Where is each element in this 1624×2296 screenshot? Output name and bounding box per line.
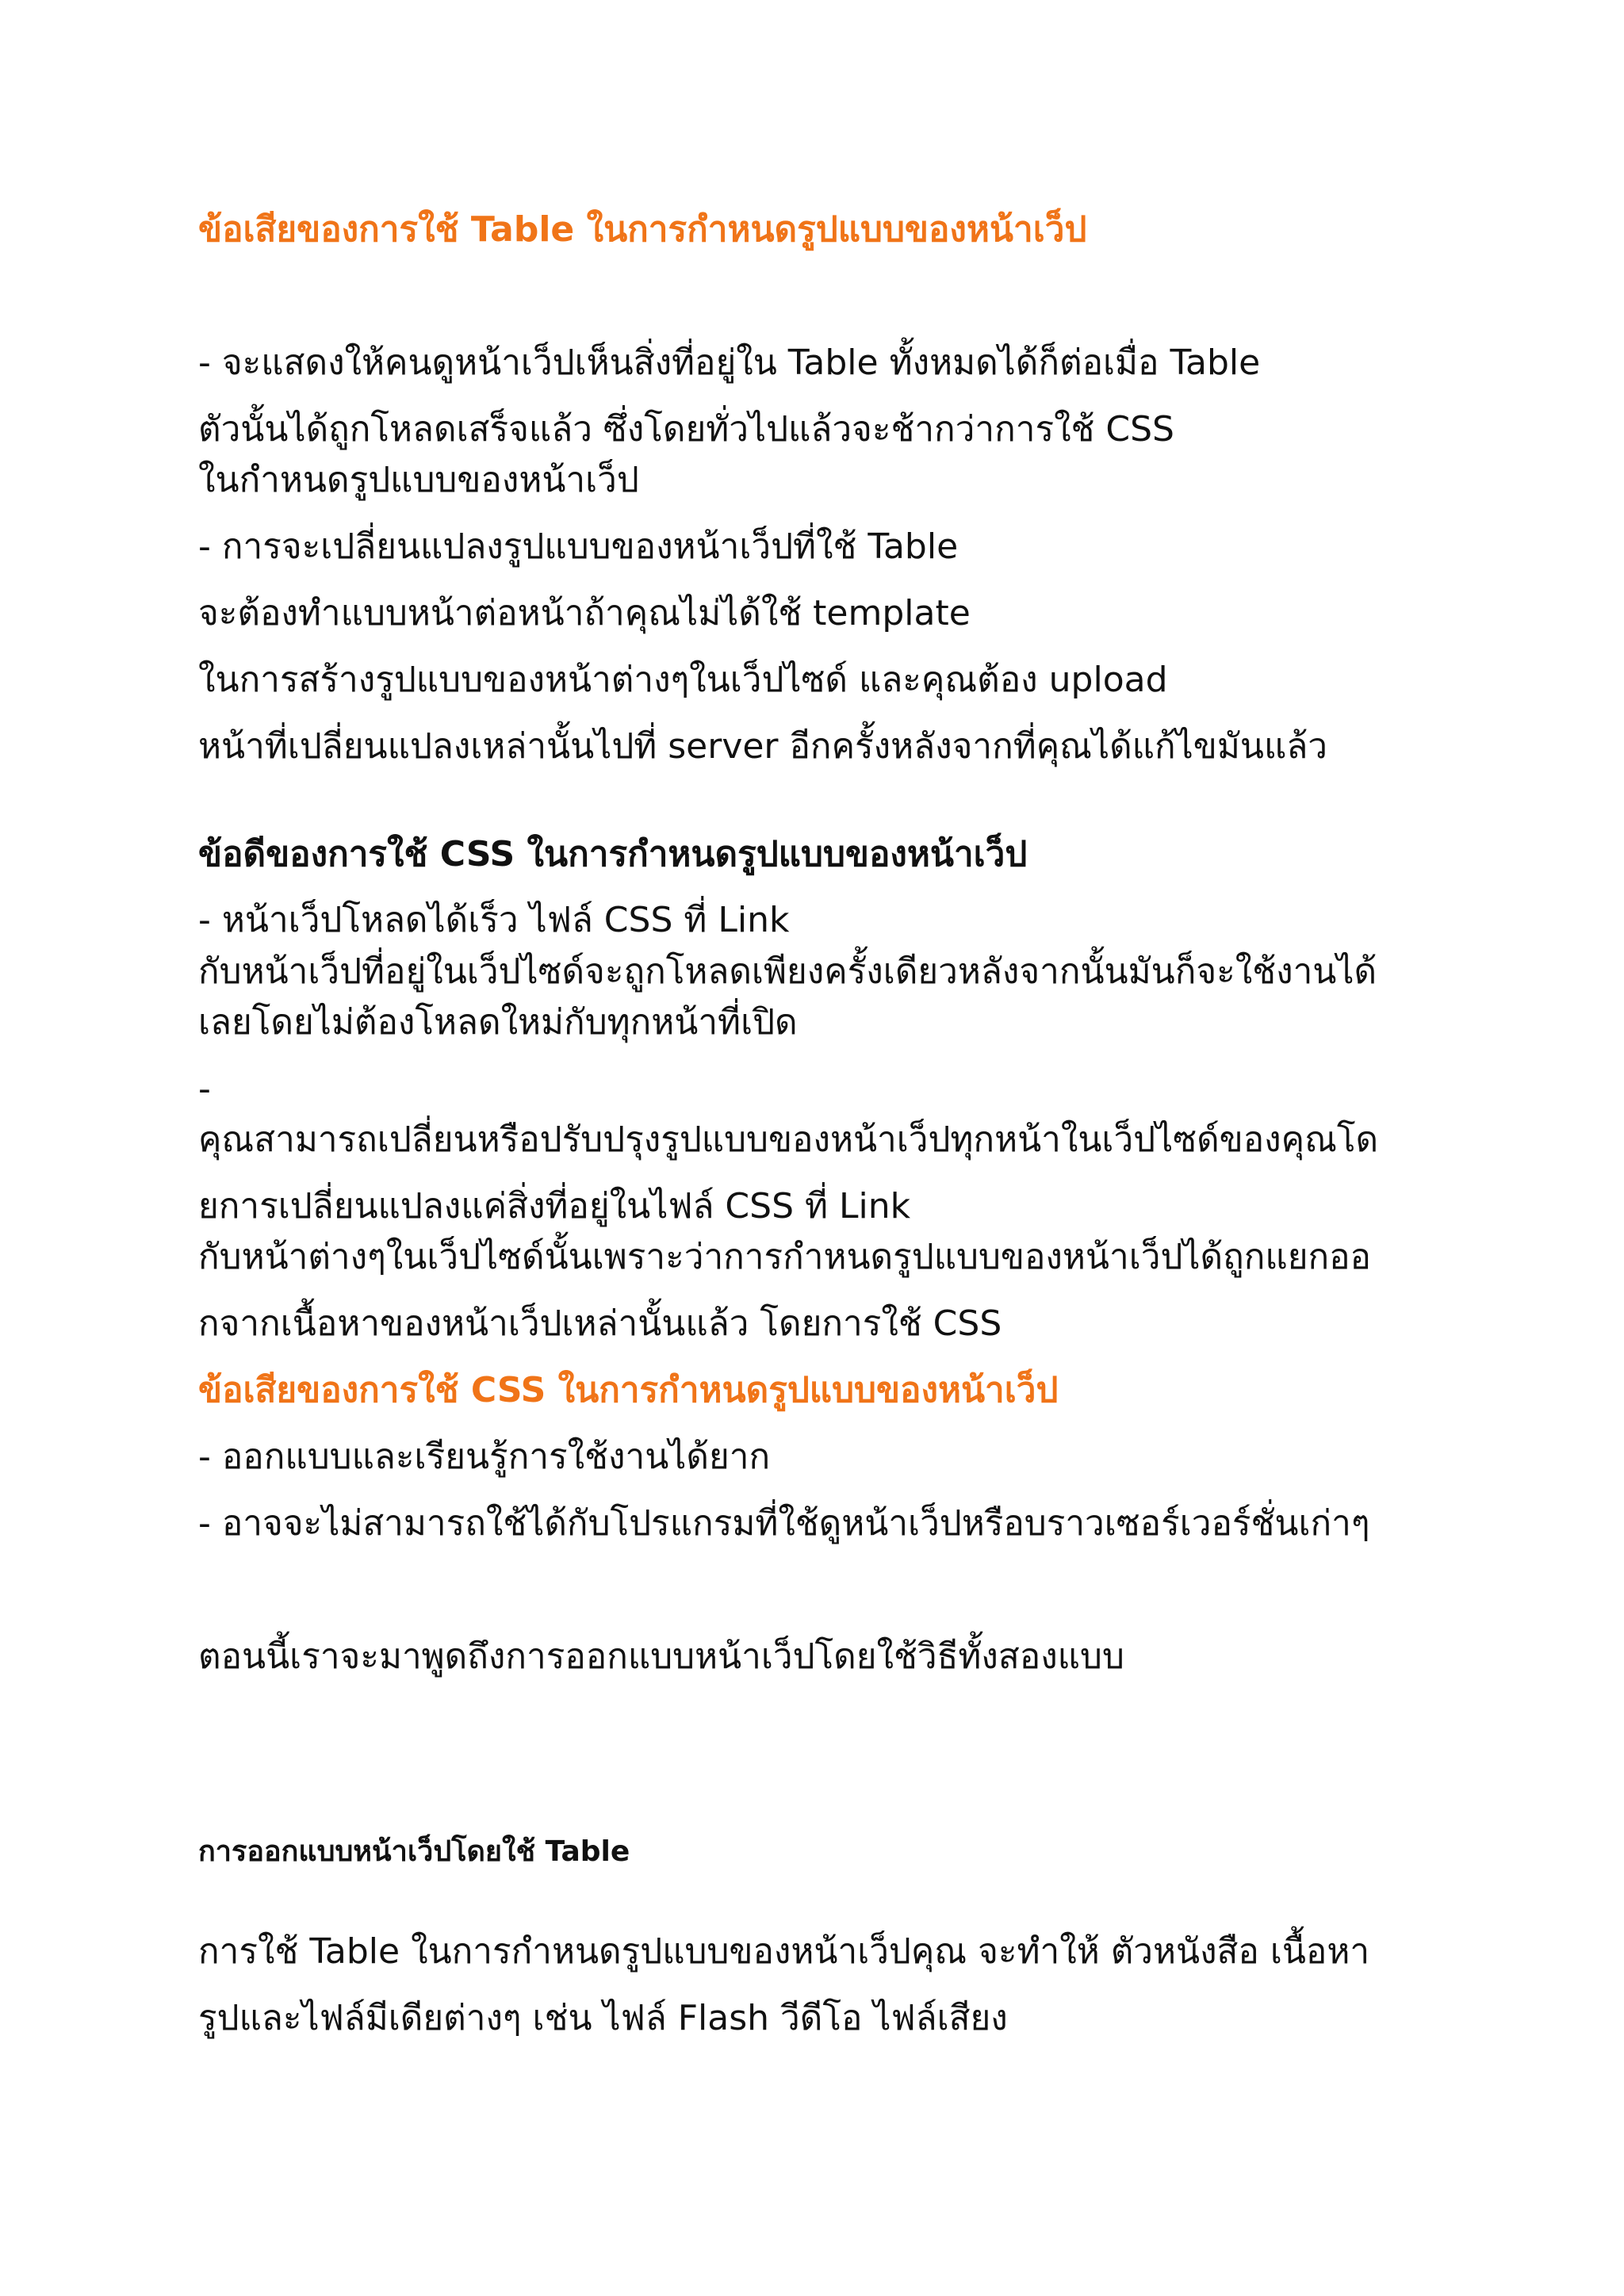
- intro-paragraph: ตอนนี้เราจะมาพูดถึงการออกแบบหน้าเว็ปโดยใช้วิธีทั้งสองแบบ: [198, 1636, 1124, 1677]
- table-cons-line: ในกำหนดรูปแบบของหน้าเว็ป: [198, 460, 639, 500]
- table-cons-line: หน้าที่เปลี่ยนแปลงเหล่านั้นไปที่ server อีกครั้งหลังจากที่คุณได้แก้ไขมันแล้ว: [198, 726, 1327, 767]
- css-pros-line: กับหน้าเว็ปที่อยู่ในเว็ปไซด์จะถูกโหลดเพียงครั้งเดียวหลังจากนั้นมันก็จะใช้งานได้: [198, 951, 1377, 992]
- heading-table-cons: ข้อเสียของการใช้ Table ในการกำหนดรูปแบบของหน้าเว็ป: [198, 209, 1087, 250]
- css-pros-line: เลยโดยไม่ต้องโหลดใหม่กับทุกหน้าที่เปิด: [198, 1002, 798, 1043]
- css-pros-line: ยการเปลี่ยนแปลงแค่สิ่งที่อยู่ในไฟล์ CSS ที่ Link: [198, 1186, 911, 1226]
- css-cons-line: - อาจจะไม่สามารถใช้ได้กับโปรแกรมที่ใช้ดูหน้าเว็ปหรือบราวเซอร์เวอร์ชั่นเก่าๆ: [198, 1503, 1370, 1544]
- heading-css-cons: ข้อเสียของการใช้ CSS ในการกำหนดรูปแบบของหน้าเว็ป: [198, 1370, 1059, 1410]
- table-cons-line: - จะแสดงให้คนดูหน้าเว็ปเห็นสิ่งที่อยู่ใน Table ทั้งหมดได้ก็ต่อเมื่อ Table: [198, 342, 1261, 383]
- table-cons-line: ในการสร้างรูปแบบของหน้าต่างๆในเว็ปไซด์ และคุณต้อง upload: [198, 660, 1168, 700]
- css-pros-line: คุณสามารถเปลี่ยนหรือปรับปรุงรูปแบบของหน้าเว็ปทุกหน้าในเว็ปไซด์ของคุณโด: [198, 1119, 1379, 1160]
- heading-css-pros: ข้อดีของการใช้ CSS ในการกำหนดรูปแบบของหน้าเว็ป: [198, 834, 1028, 874]
- table-cons-line: ตัวนั้นได้ถูกโหลดเสร็จแล้ว ซึ่งโดยทั่วไปแล้วจะช้ากว่าการใช้ CSS: [198, 409, 1174, 450]
- table-cons-line: จะต้องทำแบบหน้าต่อหน้าถ้าคุณไม่ได้ใช้ template: [198, 593, 971, 633]
- css-cons-line: - ออกแบบและเรียนรู้การใช้งานได้ยาก: [198, 1437, 771, 1477]
- css-pros-line: -: [198, 1069, 211, 1109]
- heading-table-design: การออกแบบหน้าเว็ปโดยใช้ Table: [198, 1835, 630, 1868]
- css-pros-line: - หน้าเว็ปโหลดได้เร็ว ไฟล์ CSS ที่ Link: [198, 900, 790, 940]
- table-design-line: รูปและไฟล์มีเดียต่างๆ เช่น ไฟล์ Flash วีดีโอ ไฟล์เสียง: [198, 1998, 1008, 2038]
- table-cons-line: - การจะเปลี่ยนแปลงรูปแบบของหน้าเว็ปที่ใช้ Table: [198, 526, 959, 567]
- table-design-line: การใช้ Table ในการกำหนดรูปแบบของหน้าเว็ปคุณ จะทำให้ ตัวหนังสือ เนื้อหา: [198, 1931, 1370, 1972]
- css-pros-line: กจากเนื้อหาของหน้าเว็ปเหล่านั้นแล้ว โดยการใช้ CSS: [198, 1303, 1002, 1344]
- css-pros-line: กับหน้าต่างๆในเว็ปไซด์นั้นเพราะว่าการกำหนดรูปแบบของหน้าเว็ปได้ถูกแยกออ: [198, 1237, 1371, 1277]
